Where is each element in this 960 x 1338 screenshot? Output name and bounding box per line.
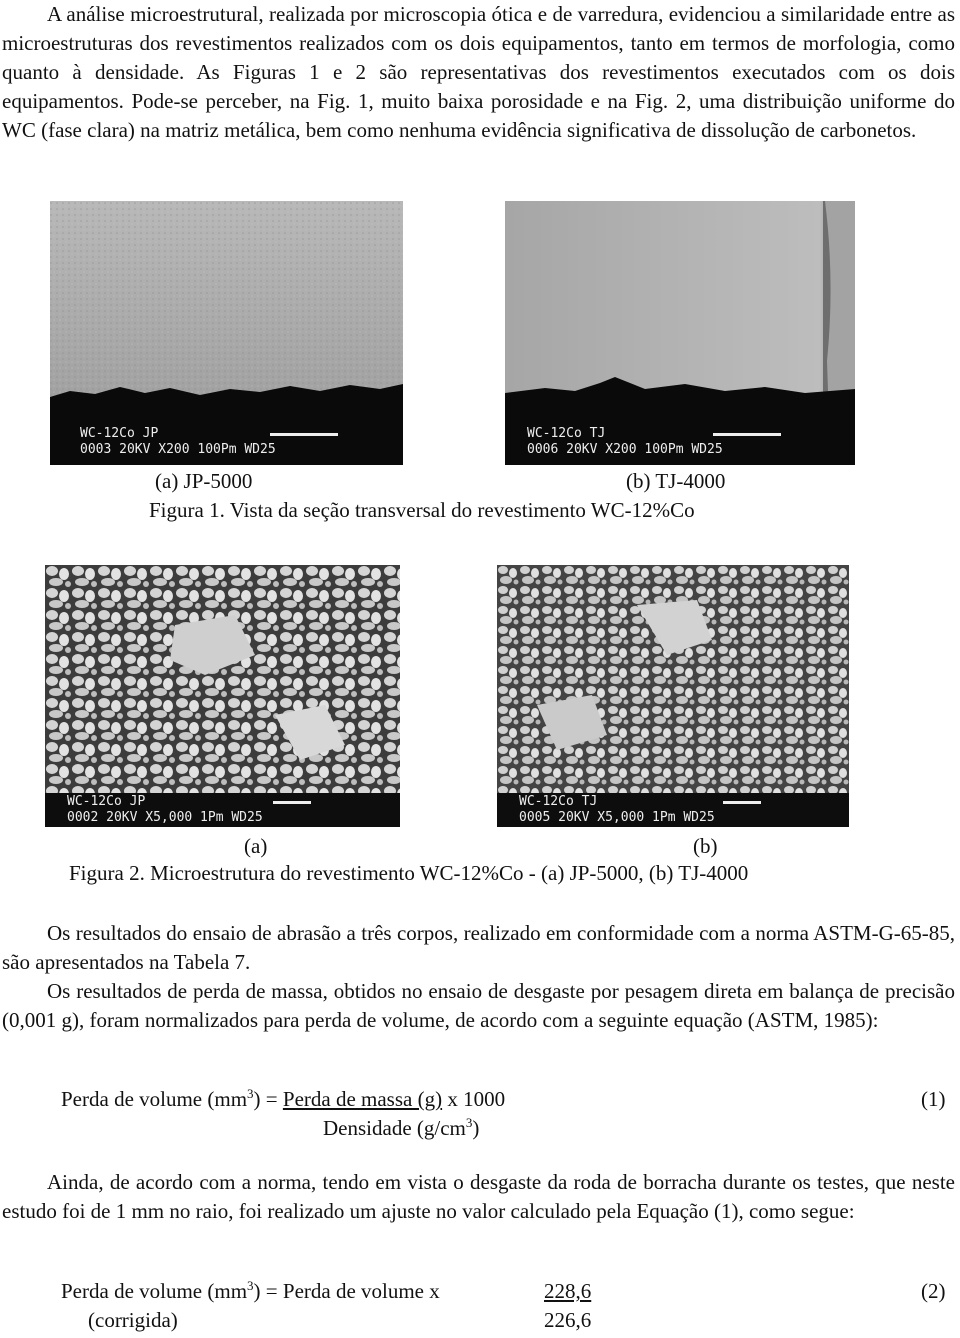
equation1-lhs: Perda de volume (mm [61, 1087, 248, 1111]
figure2-image-a-label2: 0002 20KV X5,000 1Pm WD25 [67, 810, 263, 825]
equation2-denominator: 226,6 [544, 1308, 592, 1332]
equation2-lhs-line2: (corrigida) [88, 1308, 178, 1332]
paragraph-mass-loss: Os resultados de perda de massa, obtidos no ensaio de desgaste por pesagem direta em balança de precisão (0,001 g), foram normalizados para perda de volume, de acordo com a seguinte equação (ASTM, 1985): [2, 979, 955, 1032]
equation2-numerator: 228,6 [544, 1279, 592, 1303]
equation1-numerator: Perda de massa (g) [282, 1087, 443, 1111]
figure1-image-a [50, 201, 403, 465]
figure1-image-a-label2: 0003 20KV X200 100Pm WD25 [80, 442, 276, 457]
equation1-line1 [61, 1087, 505, 1112]
equation1-multiplier: x 1000 [442, 1087, 506, 1111]
figure2-image-b-label1: WC-12Co TJ [519, 794, 598, 809]
paragraph-adjustment: Ainda, de acordo com a norma, tendo em vista o desgaste da roda de borracha durante os testes, que neste estudo foi de 1 mm no raio, foi realizado um ajuste no valor calculado pela Equação (1), como segue: [2, 1170, 955, 1223]
figure2-image-a-label1: WC-12Co JP [67, 794, 146, 809]
equation2-lhs-end: ) = Perda de volume x [253, 1279, 440, 1303]
figure2-image-b [497, 565, 849, 827]
figure2-image-b-label2: 0005 20KV X5,000 1Pm WD25 [519, 810, 715, 825]
figure1-image-b-label1: WC-12Co TJ [527, 426, 606, 441]
equation2-lhs: Perda de volume (mm [61, 1279, 248, 1303]
equation1-denominator-close: ) [472, 1116, 480, 1140]
figure1-label-b: (b) TJ-4000 [626, 469, 726, 493]
equation1-lhs-end: ) = [253, 1087, 283, 1111]
equation1-denominator-sup: 3 [465, 1115, 473, 1130]
figure2-label-b: (b) [693, 834, 718, 858]
figure1-image-b-label2: 0006 20KV X200 100Pm WD25 [527, 442, 723, 457]
paragraph-microstructure: A análise microestrutural, realizada por microscopia ótica e de varredura, evidenciou a similaridade entre as microestruturas dos revestimentos realizados com os dois equipamentos, tanto em termos de morfologia, como quanto à densidade. As Figuras 1 e 2 são representativas dos revestimentos executados com os dois equipamentos. Pode-se perceber, na Fig. 1, muito baixa porosidade e na Fig. 2, uma distribuição uniforme do WC (fase clara) na matriz metálica, bem como nenhuma evidência significativa de dissolução de carbonetos. [2, 2, 955, 142]
figure1-image-a-label1: WC-12Co JP [80, 426, 159, 441]
equation1-denominator [323, 1116, 479, 1141]
figure1-caption: Figura 1. Vista da seção transversal do revestimento WC-12%Co [149, 498, 695, 522]
equation1-denominator-text: Densidade (g/cm [323, 1116, 466, 1140]
figure1-label-a: (a) JP-5000 [155, 469, 253, 493]
equation2-number: (2) [921, 1279, 946, 1303]
equation1-number: (1) [921, 1087, 946, 1111]
figure1-image-b [505, 201, 855, 465]
figure2-label-a: (a) [244, 834, 268, 858]
equation2-sup: 3 [247, 1278, 254, 1293]
equation2-line1 [61, 1279, 440, 1304]
equation1-sup: 3 [247, 1086, 254, 1101]
figure2-caption: Figura 2. Microestrutura do revestimento WC-12%Co - (a) JP-5000, (b) TJ-4000 [69, 861, 749, 885]
figure2-image-a [45, 565, 400, 827]
paragraph-abrasion-test: Os resultados do ensaio de abrasão a três corpos, realizado em conformidade com a norma ASTM-G-65-85, são apresentados na Tabela 7. [2, 921, 955, 974]
